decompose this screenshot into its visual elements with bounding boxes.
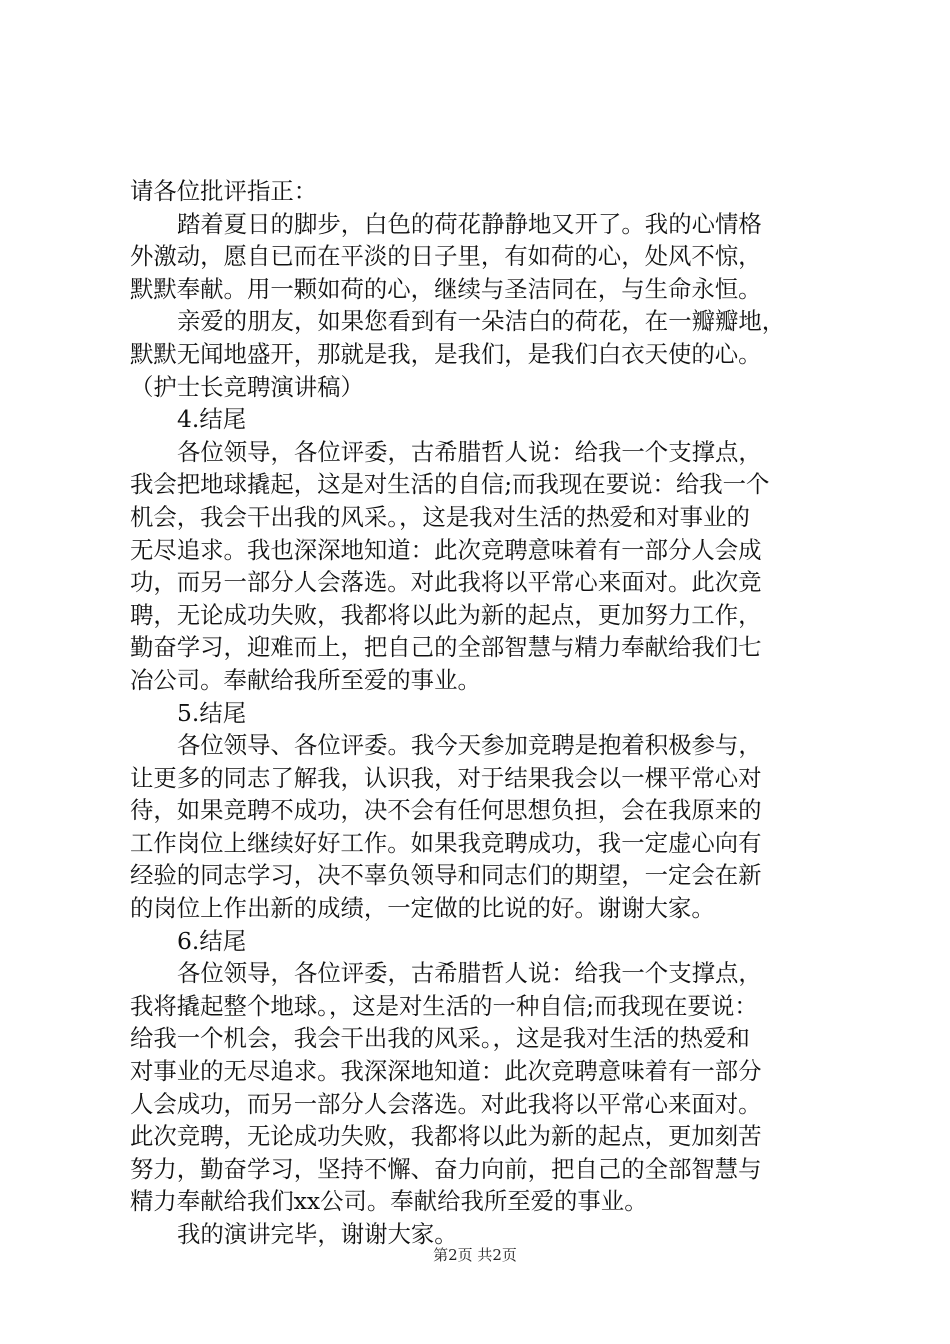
page-number-footer: 第2页 共2页: [433, 1246, 517, 1264]
document-body: [130, 175, 850, 1251]
text-line: 让更多的同志了解我，认识我，对于结果我会以一棵平常心对: [130, 763, 762, 792]
text-line: 的岗位上作出新的成绩，一定做的比说的好。谢谢大家。: [130, 894, 715, 923]
text-line: 我会把地球撬起，这是对生活的自信;而我现在要说：给我一个: [130, 470, 770, 499]
text-line: 外激动，愿自已而在平淡的日子里，有如荷的心，处风不惊，: [130, 242, 762, 271]
text-line: 机会，我会干出我的风采。，这是我对生活的热爱和对事业的: [130, 502, 750, 531]
text-line: 对事业的无尽追求。我深深地知道：此次竞聘意味着有一部分: [130, 1057, 762, 1086]
text-line: 聘，无论成功失败，我都将以此为新的起点，更加努力工作，: [130, 600, 762, 629]
text-line: 经验的同志学习，决不辜负领导和同志们的期望，一定会在新: [130, 861, 762, 890]
text-line: （护士长竞聘演讲稿）: [130, 372, 364, 401]
text-line: 各位领导、各位评委。我今天参加竞聘是抱着积极参与，: [177, 731, 762, 760]
text-line: 精力奉献给我们xx公司。奉献给我所至爱的事业。: [130, 1187, 648, 1216]
text-line: 冶公司。奉献给我所至爱的事业。: [130, 665, 481, 694]
text-line: 默默奉献。用一颗如荷的心，继续与圣洁同在，与生命永恒。: [130, 274, 762, 303]
text-line: 5.结尾: [177, 698, 247, 727]
text-line: 各位领导，各位评委，古希腊哲人说：给我一个支撑点，: [177, 437, 762, 466]
text-line: 各位领导，各位评委，古希腊哲人说：给我一个支撑点，: [177, 959, 762, 988]
text-line: 此次竞聘，无论成功失败，我都将以此为新的起点，更加刻苦: [130, 1122, 762, 1151]
text-line: 功，而另一部分人会落选。对此我将以平常心来面对。此次竞: [130, 568, 762, 597]
text-line: 待，如果竞聘不成功，决不会有任何思想负担，会在我原来的: [130, 796, 762, 825]
text-line: 6.结尾: [177, 926, 247, 955]
text-line: 踏着夏日的脚步，白色的荷花静静地又开了。我的心情格: [177, 209, 762, 238]
text-line: 我将撬起整个地球。，这是对生活的一种自信;而我现在要说：: [130, 991, 758, 1020]
text-line: 请各位批评指正：: [130, 177, 318, 205]
text-line: 人会成功，而另一部分人会落选。对此我将以平常心来面对。: [130, 1089, 762, 1118]
text-line: 我的演讲完毕，谢谢大家。: [177, 1220, 458, 1248]
text-line: 亲爱的朋友，如果您看到有一朵洁白的荷花，在一瓣瓣地，: [177, 307, 786, 336]
text-line: 默默无闻地盛开，那就是我，是我们，是我们白衣天使的心。: [130, 339, 762, 368]
text-line: 努力，勤奋学习，坚持不懈、奋力向前，把自己的全部智慧与: [130, 1154, 762, 1183]
text-line: 无尽追求。我也深深地知道：此次竞聘意味着有一部分人会成: [130, 535, 762, 564]
text-line: 勤奋学习，迎难而上，把自己的全部智慧与精力奉献给我们七: [130, 633, 762, 662]
text-line: 给我一个机会，我会干出我的风采。，这是我对生活的热爱和: [130, 1024, 750, 1053]
text-line: 工作岗位上继续好好工作。如果我竞聘成功，我一定虚心向有: [130, 828, 762, 857]
text-line: 4.结尾: [177, 405, 247, 434]
